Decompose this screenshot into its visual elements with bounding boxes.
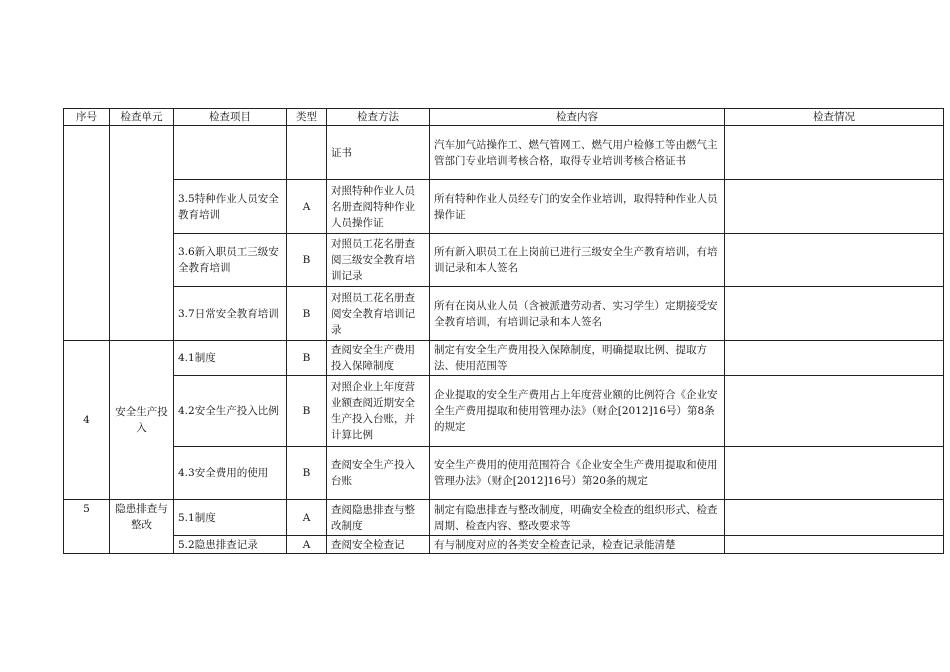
method-cell: 查阅安全生产费用投入保障制度 [327, 341, 430, 376]
type-cell: B [287, 341, 327, 376]
item-cell: 5.2隐患排查记录 [174, 536, 287, 554]
type-cell: B [287, 287, 327, 341]
unit-cell [110, 126, 174, 341]
result-cell [725, 447, 944, 500]
item-cell: 4.3安全费用的使用 [174, 447, 287, 500]
seq-cell: 5 [64, 500, 110, 554]
table-row [64, 287, 944, 341]
table-row [64, 376, 944, 447]
method-cell: 对照特种作业人员名册查阅特种作业人员操作证 [327, 180, 430, 234]
result-cell [725, 500, 944, 536]
type-cell [287, 126, 327, 180]
seq-cell [64, 126, 110, 341]
type-cell: B [287, 234, 327, 287]
result-cell [725, 287, 944, 341]
header-content: 检查内容 [430, 109, 725, 126]
content-cell: 有与制度对应的各类安全检查记录，检查记录能清楚 [430, 536, 725, 554]
method-cell: 对照企业上年度营业额查阅近期安全生产投入台账，并计算比例 [327, 376, 430, 447]
header-method: 检查方法 [327, 109, 430, 126]
table-row [64, 447, 944, 500]
method-cell: 查阅安全生产投入台账 [327, 447, 430, 500]
content-cell: 所有新入职员工在上岗前已进行三级安全生产教育培训，有培训记录和本人签名 [430, 234, 725, 287]
item-cell: 3.5特种作业人员安全教育培训 [174, 180, 287, 234]
type-cell: B [287, 447, 327, 500]
type-cell: A [287, 180, 327, 234]
table-row [64, 126, 944, 180]
unit-cell: 安全生产投入 [110, 341, 174, 500]
table-row [64, 234, 944, 287]
type-cell: A [287, 500, 327, 536]
content-cell: 安全生产费用的使用范围符合《企业安全生产费用提取和使用管理办法》（财企[2012]16号）第20条的规定 [430, 447, 725, 500]
type-cell: A [287, 536, 327, 554]
method-cell: 对照员工花名册查阅三级安全教育培训记录 [327, 234, 430, 287]
type-cell: B [287, 376, 327, 447]
header-unit: 检查单元 [110, 109, 174, 126]
header-seq: 序号 [64, 109, 110, 126]
table-row [64, 341, 944, 376]
inspection-table [63, 108, 944, 554]
item-cell: 3.7日常安全教育培训 [174, 287, 287, 341]
result-cell [725, 341, 944, 376]
result-cell [725, 234, 944, 287]
content-cell: 企业提取的安全生产费用占上年度营业额的比例符合《企业安全生产费用提取和使用管理办法》（财企[2012]16号）第8条的规定 [430, 376, 725, 447]
result-cell [725, 536, 944, 554]
result-cell [725, 376, 944, 447]
table-row [64, 180, 944, 234]
table-row [64, 500, 944, 536]
header-item: 检查项目 [174, 109, 287, 126]
header-result: 检查情况 [725, 109, 944, 126]
method-cell: 查阅隐患排查与整改制度 [327, 500, 430, 536]
item-cell: 5.1制度 [174, 500, 287, 536]
method-cell: 查阅安全检查记 [327, 536, 430, 554]
seq-cell: 4 [64, 341, 110, 500]
item-cell: 3.6新入职员工三级安全教育培训 [174, 234, 287, 287]
content-cell: 所有在岗从业人员（含被派遣劳动者、实习学生）定期接受安全教育培训，有培训记录和本人签名 [430, 287, 725, 341]
item-cell: 4.1制度 [174, 341, 287, 376]
unit-cell: 隐患排查与整改 [110, 500, 174, 554]
result-cell [725, 180, 944, 234]
content-cell: 制定有安全生产费用投入保障制度，明确提取比例、提取方法、使用范围等 [430, 341, 725, 376]
content-cell: 制定有隐患排查与整改制度，明确安全检查的组织形式、检查周期、检查内容、整改要求等 [430, 500, 725, 536]
table-row [64, 536, 944, 554]
method-cell: 证书 [327, 126, 430, 180]
item-cell: 4.2安全生产投入比例 [174, 376, 287, 447]
content-cell: 汽车加气站操作工、燃气管网工、燃气用户检修工等由燃气主管部门专业培训考核合格，取得专业培训考核合格证书 [430, 126, 725, 180]
result-cell [725, 126, 944, 180]
content-cell: 所有特种作业人员经专门的安全作业培训，取得特种作业人员操作证 [430, 180, 725, 234]
method-cell: 对照员工花名册查阅安全教育培训记录 [327, 287, 430, 341]
item-cell [174, 126, 287, 180]
header-row [64, 109, 944, 126]
header-type: 类型 [287, 109, 327, 126]
